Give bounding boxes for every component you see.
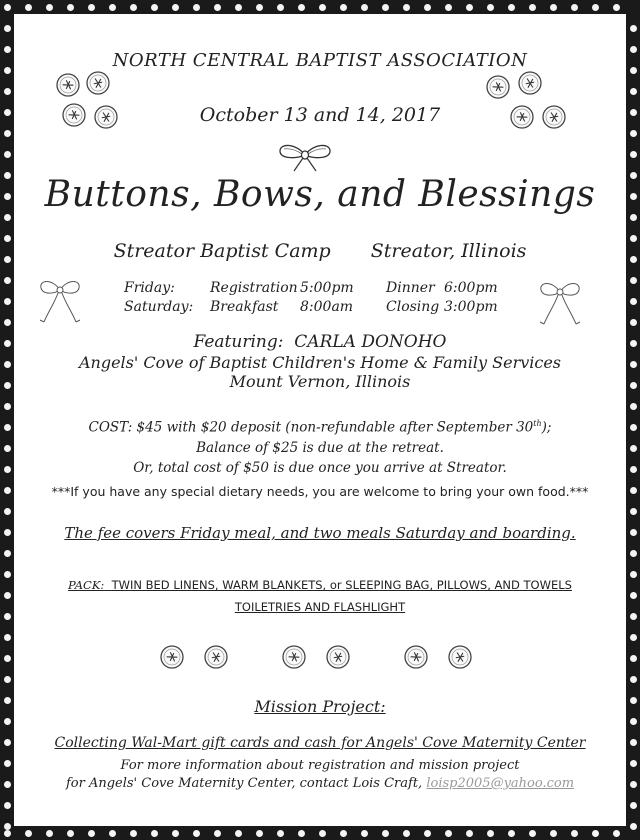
cost-line-2: Balance of $25 is due at the retreat.	[196, 439, 444, 456]
border-bottom	[0, 826, 640, 840]
schedule-second-times	[444, 279, 498, 317]
schedule-label: Registration	[210, 280, 298, 296]
sewing-button	[87, 72, 109, 94]
buttons-top-right-icon	[484, 69, 574, 139]
sewing-button	[405, 646, 427, 668]
schedule-label: Breakfast	[210, 299, 279, 315]
featuring-line	[14, 332, 626, 352]
bow-icon	[276, 141, 334, 173]
schedule-days	[124, 279, 193, 317]
schedule-time: 6:00pm	[444, 280, 498, 296]
sewing-button	[57, 74, 79, 96]
pack-label: PACK:	[68, 578, 105, 592]
event-date: October 13 and 14, 2017	[199, 104, 441, 126]
sewing-button	[95, 106, 117, 128]
venue-line	[14, 240, 626, 262]
side-bow-left-icon	[36, 276, 84, 326]
schedule-time: 5:00pm	[300, 280, 354, 296]
cost-line-1	[14, 414, 626, 438]
schedule-time: 8:00am	[300, 299, 354, 315]
schedule-first-times	[300, 279, 354, 317]
pack-list	[14, 574, 626, 618]
cost-line-1-sup: th	[533, 419, 542, 428]
flyer	[14, 14, 626, 826]
association-name: NORTH CENTRAL BAPTIST ASSOCIATION	[112, 50, 528, 71]
border-right	[626, 0, 640, 840]
mission-info-line-2-text: for Angels' Cove Maternity Center, contact Lois Craft,	[65, 776, 423, 791]
buttons-row-icon	[154, 637, 494, 677]
schedule-day: Friday:	[124, 280, 175, 296]
pack-line-1	[14, 574, 626, 596]
featuring-label: Featuring:	[193, 332, 284, 352]
venue-city: Streator, Illinois	[370, 240, 527, 262]
venue-camp: Streator Baptist Camp	[113, 240, 331, 262]
sewing-button	[283, 646, 305, 668]
pack-line-2: TOILETRIES AND FLASHLIGHT	[234, 600, 406, 614]
mission-info-line-1: For more information about registration and mission project	[120, 758, 520, 773]
sewing-button	[161, 646, 183, 668]
mission-info	[14, 757, 626, 793]
dietary-note: ***If you have any special dietary needs, you are welcome to bring your own food.***	[51, 484, 589, 499]
schedule-label: Closing	[386, 299, 440, 315]
sewing-button	[205, 646, 227, 668]
mission-info-line-2	[14, 775, 626, 793]
speaker-location: Mount Vernon, Illinois	[229, 372, 411, 391]
cost-line-1-end: );	[541, 419, 552, 436]
event-title: Buttons, Bows, and Blessings	[44, 174, 596, 215]
schedule-second-labels	[386, 279, 439, 317]
sewing-button	[511, 106, 533, 128]
schedule-time: 3:00pm	[444, 299, 498, 315]
sewing-button	[449, 646, 471, 668]
speaker-organization: Angels' Cove of Baptist Children's Home & Family Services	[78, 353, 562, 372]
side-bow-right-icon	[536, 278, 584, 328]
sewing-button	[487, 76, 509, 98]
cost-line-1-text: COST: $45 with $20 deposit (non-refundable after September 30	[88, 419, 534, 436]
speaker-name: CARLA DONOHO	[294, 332, 447, 352]
mission-collecting: Collecting Wal-Mart gift cards and cash for Angels' Cove Maternity Center	[54, 735, 586, 751]
schedule-label: Dinner	[386, 280, 435, 296]
schedule-first-labels	[210, 279, 298, 317]
fee-note: The fee covers Friday meal, and two meals Saturday and boarding.	[64, 524, 576, 542]
sewing-button	[543, 106, 565, 128]
mission-heading: Mission Project:	[254, 697, 386, 716]
sewing-button	[63, 104, 85, 126]
contact-email-link[interactable]: loisp2005@yahoo.com	[426, 776, 575, 791]
border-top	[0, 0, 640, 14]
schedule-day: Saturday:	[124, 299, 194, 315]
cost-block	[14, 414, 626, 478]
buttons-top-left-icon	[54, 69, 124, 139]
cost-line-3: Or, total cost of $50 is due once you arrive at Streator.	[133, 459, 507, 476]
sewing-button	[519, 72, 541, 94]
border-left	[0, 0, 14, 840]
pack-items-1: TWIN BED LINENS, WARM BLANKETS, or SLEEPING BAG, PILLOWS, AND TOWELS	[111, 578, 572, 592]
sewing-button	[327, 646, 349, 668]
